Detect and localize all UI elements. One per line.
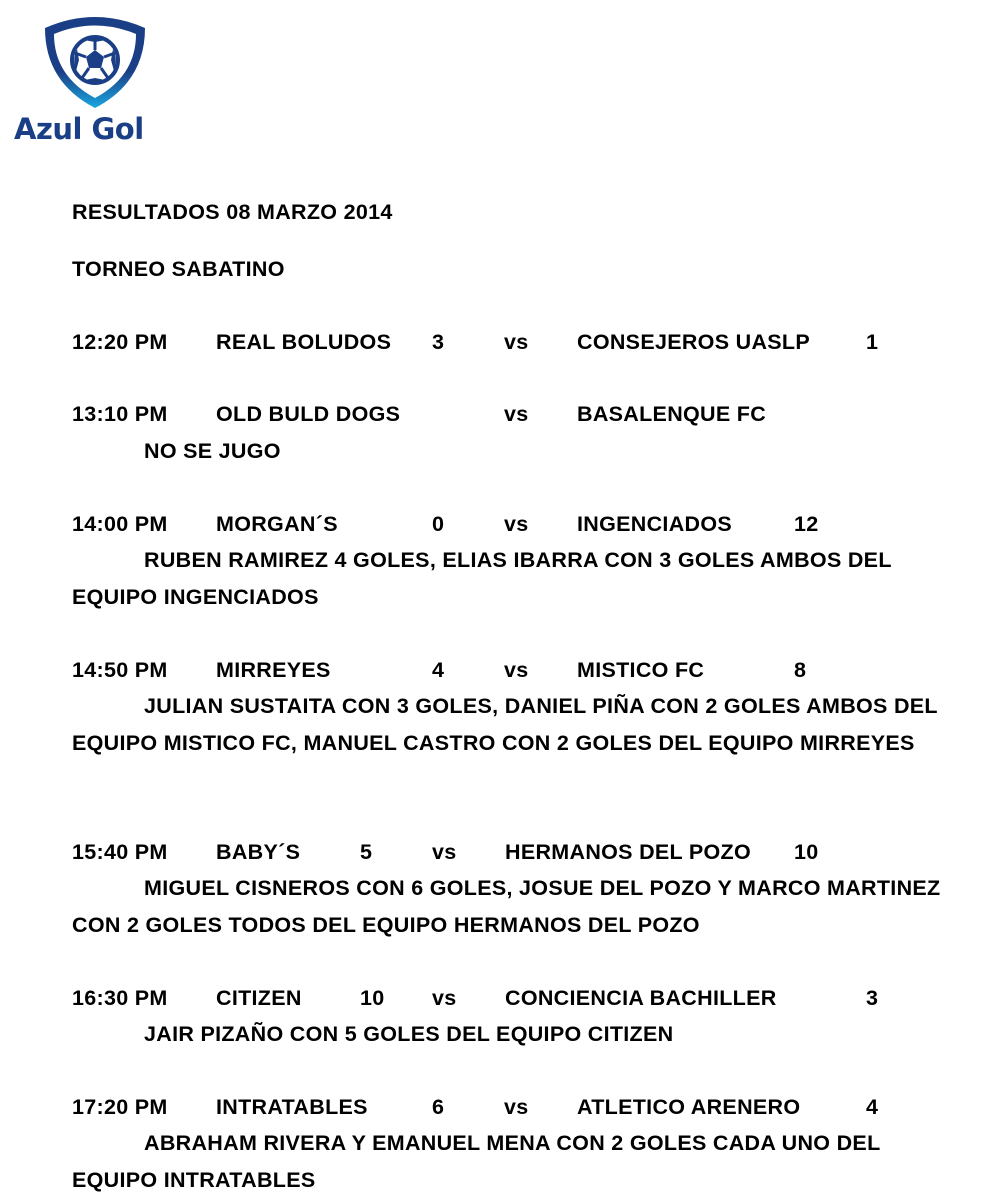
page-subtitle: TORNEO SABATINO [72, 257, 285, 281]
away-team: BASALENQUE FC [577, 402, 767, 426]
match-time: 13:10 PM [72, 402, 168, 426]
home-team: OLD BULD DOGS [216, 402, 401, 426]
home-team: MORGAN´S [216, 512, 338, 536]
match-time: 12:20 PM [72, 330, 168, 354]
page-title: RESULTADOS 08 MARZO 2014 [72, 200, 393, 224]
match-note: JAIR PIZAÑO CON 5 GOLES DEL EQUIPO CITIZEN [144, 1022, 674, 1046]
home-score: 6 [432, 1095, 445, 1119]
away-team: HERMANOS DEL POZO [505, 840, 751, 864]
match-time: 15:40 PM [72, 840, 168, 864]
home-team: CITIZEN [216, 986, 302, 1010]
away-score: 1 [866, 330, 879, 354]
match-note: JULIAN SUSTAITA CON 3 GOLES, DANIEL PIÑA CON 2 GOLES AMBOS DEL EQUIPO MISTICO FC, MANUEL CASTRO CON 2 GOLES DEL EQUIPO MIRREYES [72, 694, 938, 755]
match-time: 14:00 PM [72, 512, 168, 536]
match-note: RUBEN RAMIREZ 4 GOLES, ELIAS IBARRA CON 3 GOLES AMBOS DEL EQUIPO INGENCIADOS [72, 548, 892, 609]
away-score: 12 [794, 512, 819, 536]
home-score: 0 [432, 512, 445, 536]
logo [12, 10, 162, 150]
home-score: 4 [432, 658, 445, 682]
home-team: BABY´S [216, 840, 301, 864]
match-time: 16:30 PM [72, 986, 168, 1010]
match-note: NO SE JUGO [144, 439, 281, 463]
vs-label: vs [504, 1095, 529, 1119]
match-time: 17:20 PM [72, 1095, 168, 1119]
home-score: 5 [360, 840, 373, 864]
away-team: ATLETICO ARENERO [577, 1095, 801, 1119]
away-score: 4 [866, 1095, 879, 1119]
vs-label: vs [504, 512, 529, 536]
away-team: CONCIENCIA BACHILLER [505, 986, 777, 1010]
away-score: 3 [866, 986, 879, 1010]
logo-text: Azul Gol [14, 112, 144, 146]
away-score: 8 [794, 658, 807, 682]
match-note: MIGUEL CISNEROS CON 6 GOLES, JOSUE DEL POZO Y MARCO MARTINEZ CON 2 GOLES TODOS DEL EQUIPO HERMANOS DEL POZO [72, 876, 941, 937]
soccer-ball-shield-icon [39, 12, 151, 112]
vs-label: vs [504, 330, 529, 354]
home-team: REAL BOLUDOS [216, 330, 392, 354]
vs-label: vs [504, 402, 529, 426]
match-time: 14:50 PM [72, 658, 168, 682]
home-score: 3 [432, 330, 445, 354]
match-note: ABRAHAM RIVERA Y EMANUEL MENA CON 2 GOLES CADA UNO DEL EQUIPO INTRATABLES [72, 1131, 881, 1192]
away-team: MISTICO FC [577, 658, 705, 682]
home-team: INTRATABLES [216, 1095, 368, 1119]
vs-label: vs [432, 986, 457, 1010]
home-score: 10 [360, 986, 385, 1010]
away-score: 10 [794, 840, 819, 864]
vs-label: vs [432, 840, 457, 864]
vs-label: vs [504, 658, 529, 682]
home-team: MIRREYES [216, 658, 331, 682]
away-team: CONSEJEROS UASLP [577, 330, 810, 354]
away-team: INGENCIADOS [577, 512, 733, 536]
